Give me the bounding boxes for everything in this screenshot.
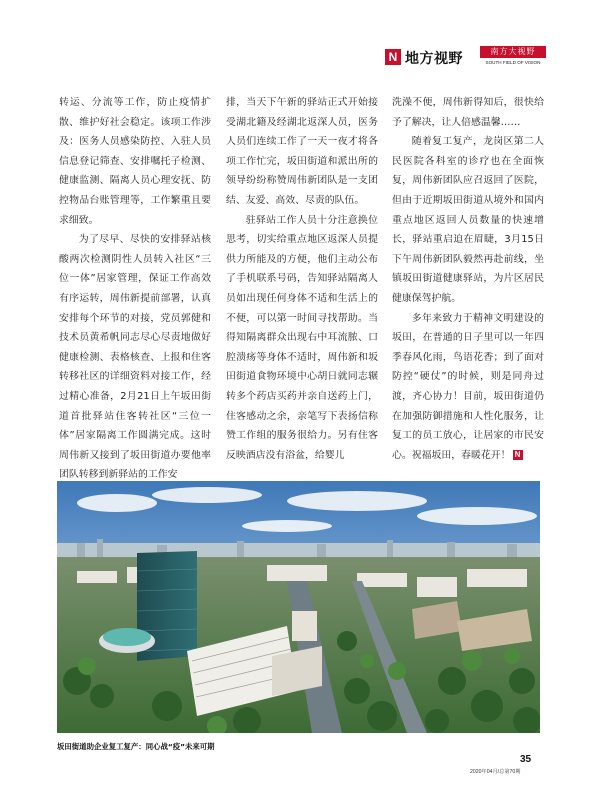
paragraph: 为了尽早、尽快的安排驿站核酸两次检测阴性人员转入社区“三位一体”居家管理，保证工作高效有序运转，周伟新提前部署，认真安排每个环节的对接，党员郭健和技术员黄希帆同志尽心尽责地做好健康检测、表格核查、上报和住客转移社区的详细资料对接工作，经过精心准备，2月21日上午坂田街道首批驿站住客转社区“三位一体”居家隔离工作圆满完成。这时周伟新又接到了坂田街道办要他率团队转移到新驿站的工作安 [59,234,211,481]
aerial-city-photo [57,481,540,733]
page-number: 35 [520,754,532,765]
magazine-brand: 南方大视野 [480,46,546,58]
article-column-3 [392,93,544,465]
section-logo-icon: N [385,49,401,65]
paragraph-last [392,309,544,466]
article-column-2 [226,93,378,465]
paragraph: 转运、分流等工作，防止疫情扩散、维护好社会稳定。该项工作涉及：医务人员感染防控、入驻人员信息登记筛查、安排嘱托子检测、健康监测、隔离人员心理安抚、防控物品台账管理等，工作繁重且要求细致。 [59,97,211,226]
magazine-brand-subtitle: SOUTH FIELD OF VISION [485,60,541,65]
issue-info: 2020年04月/总第70期 [470,769,521,775]
paragraph-text: 多年来致力于精神文明建设的坂田，在普通的日子里可以一年四季春风化雨，鸟语花香；到了面对防控“硬仗”的时候，则是同舟过渡，齐心协力！目前，坂田街道仍在加强防御措施和人性化服务，让复工的员工放心，让居家的市民安心。祝福坂田，春暖花开！ [392,312,544,461]
article-column-1 [59,93,211,485]
paragraph: 驻驿站工作人员十分注意换位思考，切实给重点地区返深人员提供力所能及的方便，他们主动公布了手机联系号码，告知驿站隔离人员如出现任何身体不适和生活上的不便，可以第一时间寻找帮助。当得知隔离群众出现右中耳流脓、口腔溃疡等身体不适时，周伟新和坂田街道食物环境中心胡日就同志辗转多个药店买药并亲自送药上门，住客感动之余，亲笔写下表扬信称赞工作组的服务很给力。另有住客反映酒店没有浴盆，给婴儿 [226,214,378,461]
photo-caption: 坂田街道助企业复工复产：同心战“疫”未来可期 [57,742,215,751]
page-header [385,46,555,72]
paragraph: 随着复工复产，龙岗区第二人民医院各科室的诊疗也在全面恢复，周伟新团队应召返回了医院，但由于近期坂田街道从境外和国内重点地区返回人员数量的快速增长，驿站重启迫在眉睫，3月15日下午周伟新团队毅然再赴前线，坐镇坂田街道健康驿站，为片区居民健康保驾护航。 [392,136,544,304]
paragraph: 排，当天下午新的驿站正式开始接受湖北籍及经湖北返深人员，医务人员们连续工作了一天一夜才将各项工作忙完，坂田街道和派出所的领导纷纷称赞周伟新团队是一支团结、友爱、高效、尽责的队伍。 [226,97,378,206]
end-mark-icon: N [513,450,523,460]
section-title: 地方视野 [405,51,463,67]
paragraph: 洗澡不便，周伟新得知后，很快给予了解决，让人倍感温馨…… [392,97,544,128]
